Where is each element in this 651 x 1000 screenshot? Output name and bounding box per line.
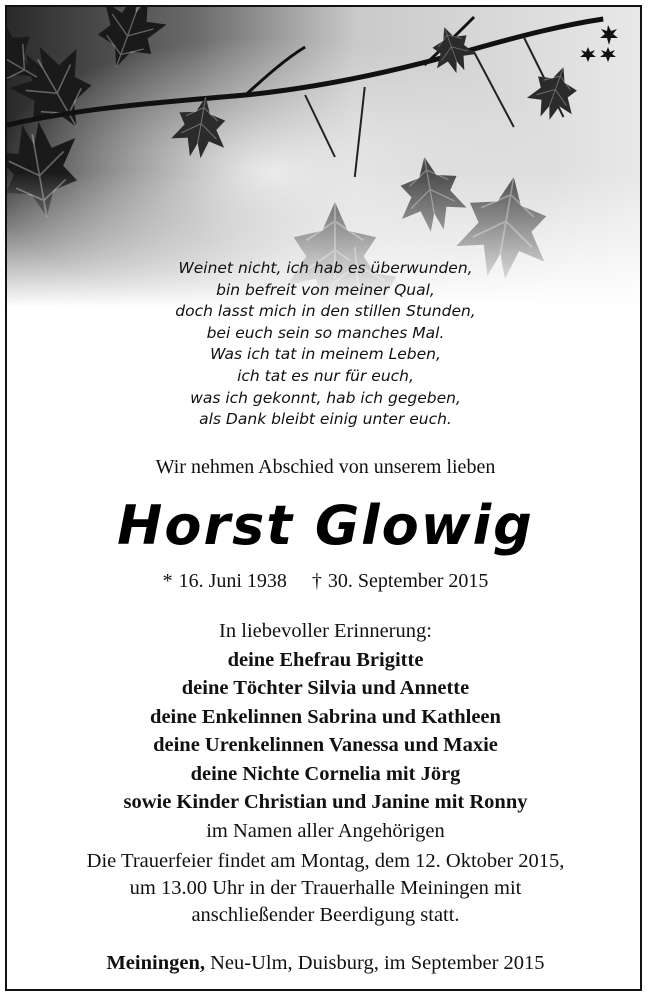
poem-line: bin befreit von meiner Qual, [216,280,435,299]
life-dates [0,570,651,593]
relative-line: deine Urenkelinnen Vanessa und Maxie [153,734,498,756]
memory-section [0,617,651,845]
deceased-name: Horst Glowig [117,494,534,557]
place-main: Meiningen, [106,952,205,974]
cross-icon: † [311,570,322,592]
ceremony-line: Die Trauerfeier findet am Montag, dem 12. Oktober 2015, [86,850,565,872]
death-date-text: 30. September 2015 [327,570,489,592]
poem-line: als Dank bleibt einig unter euch. [199,410,452,429]
memory-heading: In liebevoller Erinnerung: [219,620,432,642]
relative-line: deine Ehefrau Brigitte [227,648,424,671]
relative-line: deine Enkelinnen Sabrina und Kathleen [150,705,501,728]
ceremony-info [0,848,651,929]
poem-line: bei euch sein so manches Mal. [206,323,445,342]
relative-line: sowie Kinder Christian und Janine mit Ronny [123,791,528,813]
birth-date [163,570,287,593]
place-rest: Neu-Ulm, Duisburg, im September 2015 [210,952,545,974]
memory-closing: im Namen aller Angehörigen [206,819,445,842]
death-date [312,570,489,593]
poem-line: was ich gekonnt, hab ich gegeben, [190,388,461,407]
intro-text: Wir nehmen Abschied von unserem lieben [155,456,496,478]
relative-line: deine Nichte Cornelia mit Jörg [190,762,461,785]
ceremony-line: um 13.00 Uhr in der Trauerhalle Meiningen mit [129,877,522,899]
relative-line: deine Töchter Silvia und Annette [181,677,470,699]
ceremony-line: anschließender Beerdigung statt. [191,904,460,926]
poem-line: doch lasst mich in den stillen Stunden, [175,302,476,321]
birth-symbol: * [162,570,173,592]
leaves-icon [578,21,622,67]
poem [0,258,651,431]
poem-line: Weinet nicht, ich hab es überwunden, [178,259,473,277]
place-date-line [0,952,651,975]
poem-line: ich tat es nur für euch, [237,366,414,385]
birth-date-text: 16. Juni 1938 [178,570,287,592]
poem-line: Was ich tat in meinem Leben, [210,345,441,364]
